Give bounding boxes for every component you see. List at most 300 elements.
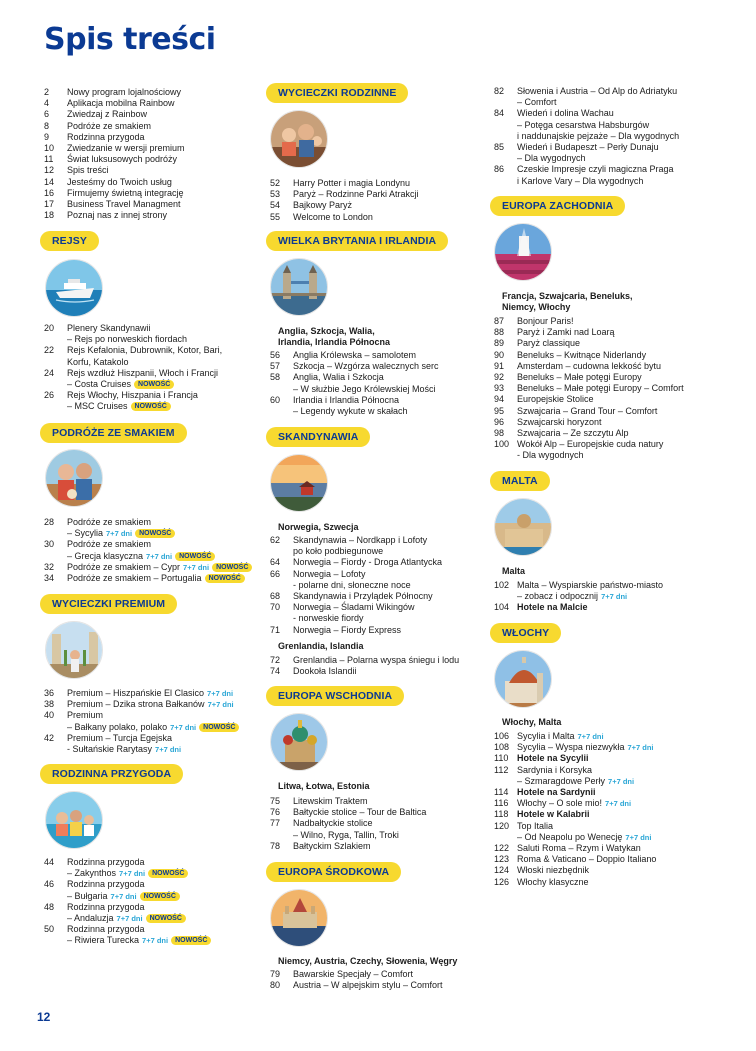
page-ref-number: 90 [494, 349, 505, 360]
entry-title-text: Nadbałtyckie stolice [293, 818, 373, 829]
entry-title [517, 877, 740, 888]
days-tag: 7+7 dni [207, 689, 234, 698]
toc-entry [490, 120, 740, 131]
entry-title [293, 980, 488, 991]
entry-title-text: Podróże ze smakiem [67, 517, 152, 527]
entry-title [67, 924, 260, 935]
page-ref-number: 50 [44, 924, 55, 935]
entry-title [517, 108, 740, 119]
entry-title-text: Malta – Wyspiarskie państwo-miasto [517, 580, 663, 590]
entry-title [67, 121, 260, 132]
entry-title [67, 345, 260, 356]
page-ref-number: 118 [494, 809, 509, 820]
toc-entry [40, 710, 260, 721]
toc-entry [40, 913, 260, 924]
entry-title-text: Czeskie Impresje czyli magiczna Praga [517, 164, 674, 175]
page-ref-number: 88 [494, 327, 505, 338]
entry-title [517, 417, 740, 428]
toc-entry [266, 384, 488, 395]
rodzinne-list [266, 178, 488, 223]
toc-entry [266, 395, 488, 406]
entry-title [293, 546, 488, 557]
entry-title-text: Bałtyckie stolice – Tour de Baltica [293, 807, 427, 818]
toc-entry [490, 350, 740, 361]
entry-title [67, 154, 260, 165]
toc-entry [40, 733, 260, 744]
entry-title-text: i naddunajskie pejzaże – Dla wygodnych [517, 130, 680, 141]
entry-title [67, 87, 260, 98]
page-ref-number: 92 [494, 372, 505, 383]
page-ref-number: 112 [494, 764, 509, 775]
entry-title-text: Sycylia i Malta [517, 731, 575, 741]
entry-title-text: Paryż i Zamki nad Loarą [517, 327, 615, 338]
page-ref-number: 114 [494, 787, 509, 798]
toc-entry [490, 731, 740, 742]
entry-title-text: Rejs Kefalonia, Dubrownik, Kotor, Bari, [67, 345, 223, 356]
entry-title-text: Business Travel Managment [67, 199, 181, 210]
toc-entry [266, 557, 488, 568]
page-ref-number [40, 913, 67, 924]
toc-entry [266, 580, 488, 591]
days-tag: 7+7 dni [625, 832, 652, 842]
days-tag: 7+7 dni [627, 743, 654, 753]
malta-photo [494, 498, 552, 556]
entry-title-text: Grenlandia – Polarna wyspa śniegu i lodu [293, 655, 460, 665]
entry-title-text: Nowy program lojalnościowy [67, 87, 182, 97]
page-ref-number: 46 [44, 879, 55, 890]
page-ref-number: 30 [44, 539, 55, 550]
entry-title [293, 361, 488, 372]
entry-title-text: Premium [67, 710, 104, 721]
page-ref-number [40, 357, 67, 368]
entry-title-text: Plenery Skandynawii [67, 323, 151, 333]
toc-entry [490, 153, 740, 164]
region-uk: Anglia, Szkocja, Walia, Irlandia, Irlandia Północna [278, 326, 391, 347]
toc-entry [40, 891, 260, 902]
entry-title [517, 372, 740, 383]
section-heading-malta: MALTA [490, 471, 550, 491]
przygoda-list [40, 857, 260, 947]
entry-title-text: – MSC Cruises [67, 401, 128, 412]
toc-entry [40, 188, 260, 199]
toc-entry [40, 868, 260, 879]
page-ref-number: 71 [270, 624, 281, 635]
family-adventure-photo [45, 791, 103, 849]
toc-entry [490, 406, 740, 417]
entry-title-text: – Costa Cruises [67, 379, 132, 390]
toc-entry [40, 210, 260, 221]
entry-title [67, 379, 260, 390]
entry-title [517, 865, 740, 876]
entry-title-text: – Riwiera Turecka [67, 935, 140, 946]
page-ref-number [490, 832, 517, 843]
entry-title-text: Paryż classique [517, 338, 581, 349]
entry-title [293, 591, 488, 602]
toc-entry [490, 753, 740, 764]
toc-entry [40, 528, 260, 539]
days-tag: 7+7 dni [601, 592, 628, 602]
entry-title-text: Rejs wzdłuż Hiszpanii, Włoch i Francji [67, 367, 219, 378]
toc-entry [490, 372, 740, 383]
entry-title-text: Rodzinna przygoda [67, 924, 145, 935]
entry-title-text: – Bułgaria [67, 890, 108, 901]
entry-title [67, 879, 260, 890]
section-heading-europa-zachodnia: EUROPA ZACHODNIA [490, 196, 625, 216]
entry-title-text: Podróże ze smakiem [67, 120, 152, 131]
entry-title [517, 176, 740, 187]
entry-title [517, 753, 740, 764]
new-badge: NOWOŚĆ [199, 723, 239, 732]
toc-entry [490, 97, 740, 108]
toc-entry [266, 372, 488, 383]
premium-list [40, 688, 260, 755]
page-ref-number: 77 [270, 818, 281, 829]
page-ref-number [40, 401, 67, 412]
entry-title-text: Irlandia i Irlandia Północna [293, 394, 400, 405]
new-badge: NOWOŚĆ [146, 914, 186, 923]
page-ref-number: 60 [270, 394, 281, 405]
entry-title-text: Bałtyckim Szlakiem [293, 840, 371, 851]
central-europe-photo [270, 889, 328, 947]
entry-title-text: – Legendy wykute w skałach [293, 406, 408, 417]
page-ref-number [490, 97, 517, 108]
section-heading-rodzinna-przygoda: RODZINNA PRZYGODA [40, 764, 183, 784]
wschodnia-list [266, 796, 488, 852]
entry-title-text: – zobacz i odpocznij [517, 591, 599, 602]
entry-title [67, 935, 260, 946]
section-heading-europa-wschodnia: EUROPA WSCHODNIA [266, 686, 404, 706]
toc-entry [40, 177, 260, 188]
entry-title-text: Beneluks – Kwitnące Niderlandy [517, 349, 647, 360]
page-ref-number: 36 [44, 688, 55, 698]
page-ref-number: 11 [44, 154, 54, 165]
entry-title-text: Rejs Włochy, Hiszpania i Francja [67, 390, 198, 401]
entry-title [517, 316, 740, 327]
toc-entry [40, 722, 260, 733]
entry-title [293, 841, 488, 852]
entry-title-text: Sardynia i Korsyka [517, 764, 593, 775]
page-ref-number: 80 [270, 980, 281, 991]
entry-title-text: Rodzinna przygoda [67, 131, 145, 142]
page-number: 12 [37, 1010, 51, 1024]
section-heading-wlochy: WŁOCHY [490, 623, 561, 643]
toc-entry [40, 879, 260, 890]
entry-title-text: Firmujemy świetną integrację [67, 187, 184, 198]
page-ref-number [490, 153, 517, 164]
page-ref-number: 100 [494, 439, 510, 450]
page-ref-number: 10 [44, 143, 55, 154]
toc-entry [266, 212, 488, 223]
page-ref-number: 28 [44, 517, 55, 527]
toc-entry [266, 830, 488, 841]
toc-entry [40, 539, 260, 550]
days-tag: 7+7 dni [183, 562, 210, 572]
entry-title-text: – Wilno, Ryga, Tallin, Troki [293, 829, 399, 840]
toc-entry [40, 199, 260, 210]
toc-entry [490, 142, 740, 153]
entry-title [293, 613, 488, 624]
page-ref-number [490, 131, 517, 142]
entry-title [517, 580, 740, 591]
entry-title-text: Szwajcaria – Ze szczytu Alp [517, 428, 629, 439]
page-ref-number: 120 [494, 820, 510, 831]
page-ref-number: 91 [494, 360, 505, 371]
entry-title-text: Podróże ze smakiem – Cypr [67, 561, 181, 572]
toc-entry [40, 390, 260, 401]
toc-entry [266, 666, 488, 677]
region-baltic: Litwa, Łotwa, Estonia [278, 781, 370, 791]
region-central-europe: Niemcy, Austria, Czechy, Słowenia, Węgry [278, 956, 458, 966]
page-ref-number [40, 528, 67, 539]
entry-title-text: Podróże ze smakiem – Portugalia [67, 573, 202, 584]
toc-entry [40, 323, 260, 334]
entry-title [67, 913, 260, 924]
entry-title-text: Hotele na Sycylii [517, 753, 589, 764]
toc-entry [40, 132, 260, 143]
entry-title [517, 428, 740, 439]
toc-entry [40, 165, 260, 176]
page-ref-number [40, 334, 67, 345]
entry-title [67, 722, 260, 733]
srodkowa-list [266, 969, 488, 991]
entry-title [517, 361, 740, 372]
entry-title-text: Europejskie Stolice [517, 394, 594, 405]
days-tag: 7+7 dni [577, 732, 604, 741]
entry-title [293, 655, 488, 666]
toc-entry [490, 776, 740, 787]
page-ref-number: 106 [494, 731, 510, 741]
entry-title [67, 109, 260, 120]
page-ref-number: 110 [494, 753, 509, 764]
toc-entry [490, 602, 740, 613]
toc-entry [490, 164, 740, 175]
toc-entry [490, 787, 740, 798]
entry-title-text: Hotele na Malcie [517, 602, 588, 613]
entry-title-text: – Grecja klasyczna [67, 550, 144, 561]
entry-title [517, 350, 740, 361]
entry-title [293, 350, 488, 361]
toc-entry [40, 121, 260, 132]
entry-title-text: – Rejs po norweskich fiordach [67, 334, 188, 345]
section-heading-wycieczki-premium: WYCIECZKI PREMIUM [40, 594, 177, 614]
entry-title [293, 406, 488, 417]
toc-entry [266, 591, 488, 602]
section-heading-wielka-brytania-i-irlandia: WIELKA BRYTANIA I IRLANDIA [266, 231, 448, 251]
entry-title [293, 372, 488, 383]
toc-entry [490, 854, 740, 865]
entry-title-text: Welcome to London [293, 211, 373, 222]
entry-title [517, 439, 740, 450]
page-ref-number: 18 [44, 210, 55, 221]
toc-entry [40, 935, 260, 946]
malta-list [490, 580, 740, 614]
entry-title [517, 809, 740, 820]
region-italy: Włochy, Malta [502, 717, 562, 727]
entry-title-text: Norwegia – Lofoty [293, 568, 366, 579]
new-badge: NOWOŚĆ [171, 936, 211, 945]
toc-entry [490, 361, 740, 372]
toc-entry [490, 428, 740, 439]
toc-entry [490, 394, 740, 405]
entry-title [67, 132, 260, 143]
toc-entry [266, 969, 488, 980]
page-ref-number: 94 [494, 394, 505, 405]
page-ref-number: 87 [494, 316, 505, 326]
toc-entry [490, 316, 740, 327]
entry-title [517, 854, 740, 865]
toc-entry [40, 857, 260, 868]
entry-title [67, 390, 260, 401]
entry-title-text: - polarne dni, słoneczne noce [293, 579, 411, 590]
entry-title [293, 580, 488, 591]
toc-entry [490, 338, 740, 349]
page-ref-number: 96 [494, 416, 505, 427]
toc-entry [266, 569, 488, 580]
entry-title [67, 688, 260, 699]
entry-title-text: – Sycylia [67, 528, 104, 539]
entry-title [293, 535, 488, 546]
entry-title [517, 394, 740, 405]
toc-entry [490, 809, 740, 820]
page-ref-number [40, 379, 67, 390]
entry-title-text: Rodzinna przygoda [67, 901, 145, 912]
page-ref-number: 8 [44, 120, 50, 131]
entry-title [293, 200, 488, 211]
entry-title [293, 395, 488, 406]
page-ref-number: 93 [494, 383, 505, 394]
toc-entry [490, 383, 740, 394]
toc-entry [40, 368, 260, 379]
entry-title-text: po koło podbiegunowe [293, 546, 384, 557]
region-malta: Malta [502, 566, 526, 576]
premium-tour-photo [45, 621, 103, 679]
region-greenland-iceland: Grenlandia, Islandia [278, 641, 364, 651]
page-ref-number: 44 [44, 857, 55, 867]
days-tag: 7+7 dni [110, 891, 137, 901]
new-badge: NOWOŚĆ [175, 552, 215, 561]
skandynawia-list [266, 535, 488, 636]
section-heading-rejsy: REJSY [40, 231, 99, 251]
entry-title [517, 97, 740, 108]
page-ref-number: 70 [270, 602, 281, 613]
entry-title [517, 742, 740, 753]
entry-title [67, 98, 260, 109]
page-ref-number: 82 [494, 86, 505, 96]
rejsy-list [40, 323, 260, 413]
entry-title-text: Paryż – Rodzinne Parki Atrakcji [293, 189, 419, 200]
entry-title [67, 199, 260, 210]
toc-entry [490, 108, 740, 119]
entry-title-text: Rodzinna przygoda [67, 857, 145, 867]
page-ref-number [266, 613, 293, 624]
entry-title [517, 798, 740, 809]
page-ref-number: 12 [44, 165, 55, 176]
toc-entry [40, 744, 260, 755]
wielka-list [266, 350, 488, 417]
entry-title [67, 210, 260, 221]
page-ref-number: 38 [44, 699, 55, 710]
toc-entry [266, 189, 488, 200]
page-ref-number: 57 [270, 361, 281, 372]
page-ref-number: 20 [44, 323, 55, 333]
page-ref-number: 86 [494, 164, 505, 175]
entry-title-text: Szwajcaria – Grand Tour – Comfort [517, 405, 658, 416]
entry-title [517, 843, 740, 854]
entry-title [67, 357, 260, 368]
toc-entry [490, 877, 740, 888]
toc-entry [490, 591, 740, 602]
entry-title-text: Słowenia i Austria – Od Alp do Adriatyku [517, 86, 678, 96]
page-ref-number: 34 [44, 573, 55, 584]
page-ref-number [266, 406, 293, 417]
entry-title [293, 807, 488, 818]
page-ref-number: 4 [44, 98, 50, 109]
section-heading-europa-srodkowa: EUROPA ŚRODKOWA [266, 862, 401, 882]
entry-title [293, 384, 488, 395]
entry-title-text: Wokół Alp – Europejskie cuda natury [517, 439, 664, 450]
page-ref-number: 32 [44, 561, 55, 572]
entry-title-text: Litewskim Traktem [293, 796, 368, 806]
page-ref-number [40, 744, 67, 755]
page-ref-number: 6 [44, 109, 50, 120]
page-ref-number: 9 [44, 131, 50, 142]
page-ref-number: 75 [270, 796, 281, 806]
entry-title [67, 188, 260, 199]
toc-entry [40, 573, 260, 584]
entry-title [517, 731, 740, 742]
toc-entry [40, 109, 260, 120]
entry-title-text: Bawarskie Specjały – Comfort [293, 969, 414, 979]
entry-title [67, 165, 260, 176]
entry-title-text: Beneluks – Małe potęgi Europy – Comfort [517, 383, 684, 394]
entry-title [67, 699, 260, 710]
page-ref-number: 116 [494, 798, 509, 809]
toc-entry [266, 406, 488, 417]
page-ref-number: 17 [44, 199, 55, 210]
page-ref-number: 74 [270, 666, 281, 677]
entry-title [293, 796, 488, 807]
entry-title-text: Roma & Vaticano – Doppio Italiano [517, 854, 657, 865]
entry-title-text: Sycylia – Wyspa niezwykła [517, 742, 625, 753]
toc-entry [266, 807, 488, 818]
page-ref-number: 124 [494, 865, 510, 876]
entry-title [293, 212, 488, 223]
region-western-europe: Francja, Szwajcaria, Beneluks, Niemcy, Włochy [502, 291, 633, 312]
scandinavia-photo [270, 454, 328, 512]
toc-entry [266, 613, 488, 624]
entry-title [517, 327, 740, 338]
page-ref-number [40, 891, 67, 902]
italy-photo [494, 650, 552, 708]
toc-entry [40, 924, 260, 935]
days-tag: 7+7 dni [146, 551, 173, 561]
entry-title-text: Hotele w Kalabrii [517, 809, 590, 820]
entry-title-text: i Karlove Vary – Dla wygodnych [517, 175, 644, 186]
food-travel-photo [45, 449, 103, 507]
page-ref-number: 126 [494, 876, 510, 887]
toc-entry [266, 655, 488, 666]
smak-list [40, 517, 260, 584]
toc-entry [40, 551, 260, 562]
entry-title-text: Aplikacja mobilna Rainbow [67, 98, 175, 109]
days-tag: 7+7 dni [155, 745, 182, 755]
entry-title-text: Świat luksusowych podróży [67, 154, 178, 165]
toc-entry [40, 87, 260, 98]
toc-entry [266, 980, 488, 991]
entry-title-text: – Comfort [517, 97, 557, 108]
page-ref-number: 16 [44, 187, 55, 198]
entry-title [67, 733, 260, 744]
